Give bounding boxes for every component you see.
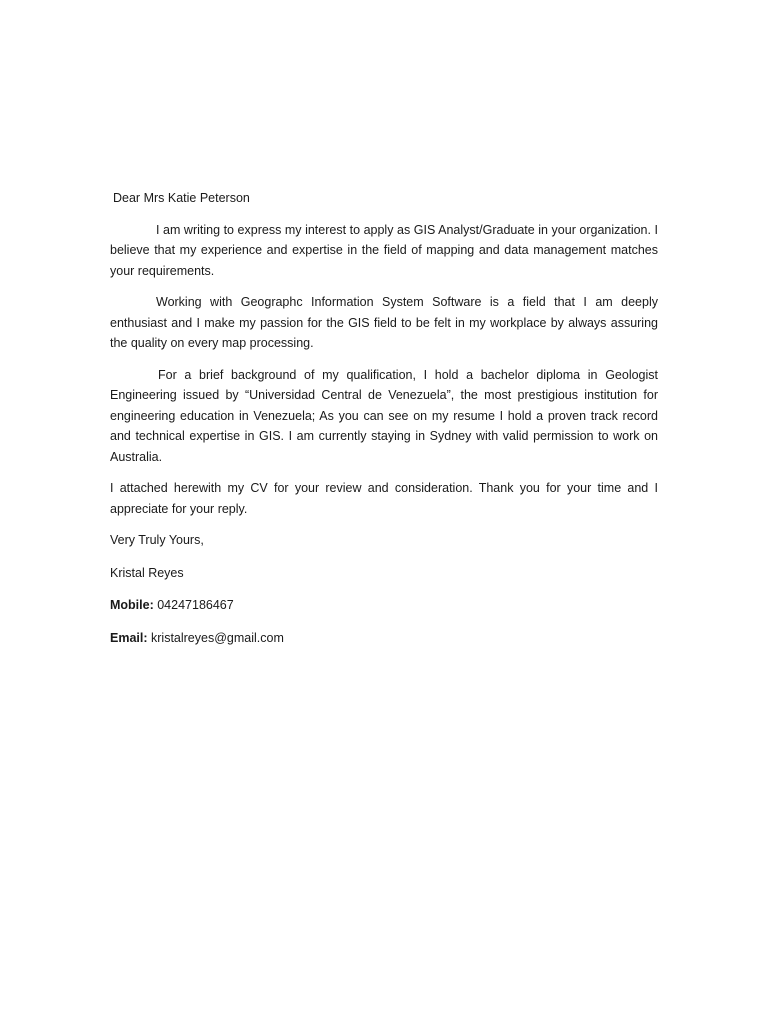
paragraph-gis-passion: Working with Geographc Information System Software is a field that I am deeply enthusiast and I make my passion for the GIS field to be felt in my workplace by always assuring the quality on every map processing.	[110, 295, 658, 350]
closing: Very Truly Yours,	[110, 533, 204, 547]
email-line	[110, 628, 658, 649]
paragraph-cv-attached: I attached herewith my CV for your review and consideration. Thank you for your time and I appreciate for your reply.	[110, 481, 658, 516]
paragraph-intro: I am writing to express my interest to apply as GIS Analyst/Graduate in your organization. I believe that my experience and expertise in the field of mapping and data management matches your requirements.	[110, 222, 658, 278]
letter-body	[110, 188, 658, 660]
paragraph-qualification: For a brief background of my qualification, I hold a bachelor diploma in Geologist Engineering issued by “Universidad Central de Venezuela”, the most prestigious institution for engineering education in Venezuela; As you can see on my resume I hold a proven track record and technical expertise in GIS. I am currently staying in Sydney with valid permission to work on Australia.	[110, 367, 658, 464]
email-label: Email:	[110, 630, 148, 645]
mobile-line	[110, 595, 658, 616]
mobile-value: 04247186467	[157, 598, 234, 612]
email-value: kristalreyes@gmail.com	[151, 630, 284, 645]
mobile-label: Mobile:	[110, 598, 154, 612]
signature-name: Kristal Reyes	[110, 565, 184, 580]
salutation: Dear Mrs Katie Peterson	[113, 191, 250, 205]
